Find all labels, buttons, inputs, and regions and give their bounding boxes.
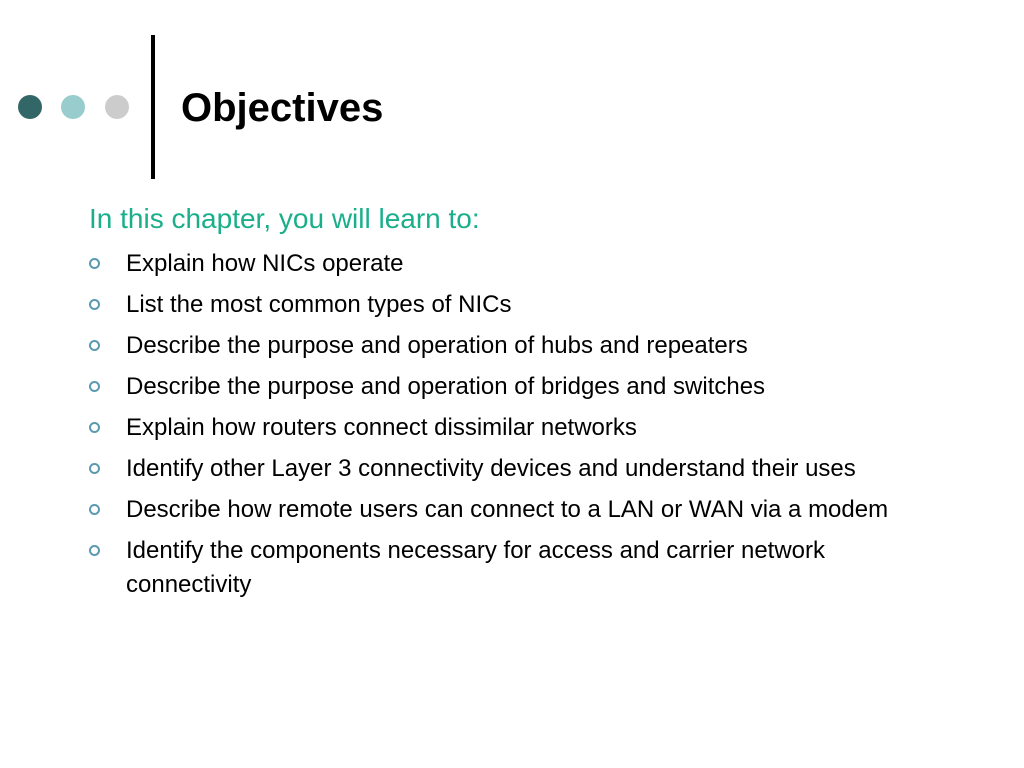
list-item: [88, 370, 948, 404]
circle-bullet-icon: [89, 381, 100, 392]
list-item-text: Identify the components necessary for access and carrier network connectivity: [126, 537, 825, 598]
list-item-text: Describe the purpose and operation of bridges and switches: [126, 373, 766, 400]
list-item-text: Explain how routers connect dissimilar networks: [126, 414, 637, 441]
list-item-text: Identify other Layer 3 connectivity devices and understand their uses: [126, 455, 856, 482]
list-item: [88, 452, 948, 486]
list-item: [88, 411, 948, 445]
circle-bullet-icon: [89, 422, 100, 433]
circle-bullet-icon: [89, 340, 100, 351]
decorative-dot-light: [61, 95, 85, 119]
list-item: [88, 534, 948, 602]
list-item-text: Describe how remote users can connect to a LAN or WAN via a modem: [126, 496, 889, 523]
slide-title: Objectives: [181, 86, 384, 130]
objectives-list: [88, 247, 948, 609]
intro-text: In this chapter, you will learn to:: [89, 203, 480, 234]
list-item-text: Explain how NICs operate: [126, 250, 404, 277]
list-item-text: List the most common types of NICs: [126, 291, 512, 318]
circle-bullet-icon: [89, 463, 100, 474]
circle-bullet-icon: [89, 504, 100, 515]
list-item: [88, 247, 948, 281]
circle-bullet-icon: [89, 545, 100, 556]
list-item: [88, 493, 948, 527]
title-divider: [151, 35, 155, 179]
list-item: [88, 288, 948, 322]
circle-bullet-icon: [89, 299, 100, 310]
list-item: [88, 329, 948, 363]
list-item-text: Describe the purpose and operation of hubs and repeaters: [126, 332, 748, 359]
decorative-dot-dark: [18, 95, 42, 119]
decorative-dot-gray: [105, 95, 129, 119]
circle-bullet-icon: [89, 258, 100, 269]
